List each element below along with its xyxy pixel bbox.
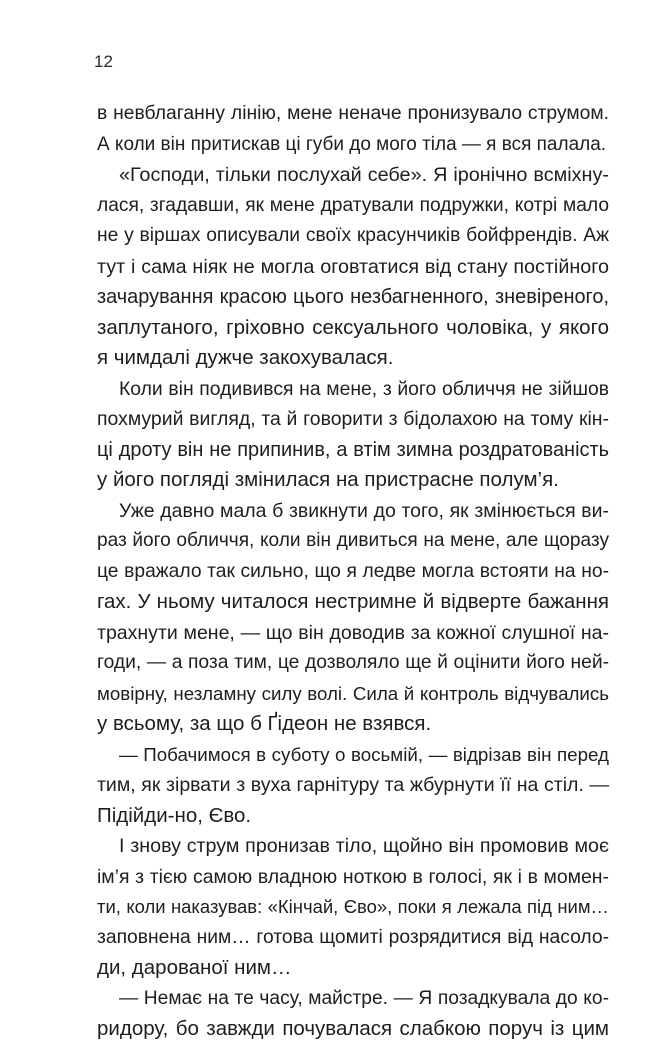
text-line: ім’я з тією самою владною ноткою в голосі, як і в момен- xyxy=(97,865,609,888)
text-line: А коли він притискав ці губи до мого тіла — я вся палала. xyxy=(97,133,607,155)
text-line: заплутаного, гріховно сексуального чоловіка, у якого xyxy=(97,315,609,339)
text-line: не у віршах описували своїх красунчиків бойфрендів. Аж xyxy=(97,225,609,246)
text-line: це вражало так сильно, що я ледве могла встояти на но- xyxy=(97,560,609,582)
text-line: тут і сама ніяк не могла оговтатися від стану постійного xyxy=(97,255,609,278)
text-line: похмурий вигляд, та й говорити з бідолахою на тому кін- xyxy=(97,408,609,430)
text-line: ди, дарованої ним… xyxy=(97,956,292,979)
text-line: зачарування красою цього незбагненного, зневіреного, xyxy=(97,286,609,308)
text-line: я чимдалі дужче закохувалася. xyxy=(97,346,394,369)
book-text xyxy=(97,99,609,1045)
text-line: у його погляді змінилася на пристрасне полум’я. xyxy=(97,468,559,491)
text-line: в невблаганну лінію, мене неначе пронизувало струмом. xyxy=(97,103,609,124)
text-line: раз його обличчя, коли він дивиться на мене, але щоразу xyxy=(97,530,609,551)
text-line: ти, коли наказував: «Кінчай, Єво», поки я лежала під ним… xyxy=(97,896,609,917)
text-line: трахнути мене, — що він доводив за кожної слушної на- xyxy=(97,621,609,644)
text-line: Коли він подивився на мене, з його обличчя не зійшов xyxy=(119,377,609,400)
text-line: ридору, бо завжди почувалася слабкою поруч із цим xyxy=(97,1017,609,1040)
text-line: тим, як зірвати з вуха гарнітуру та жбурнути її на стіл. — xyxy=(97,774,609,796)
text-line: у всьому, за що б Ґідеон не взявся. xyxy=(97,712,432,735)
text-line: гах. У ньому читалося нестримне й відверте бажання xyxy=(97,590,609,613)
text-line: годи, — а поза тим, це дозволяло ще й оцінити його ней- xyxy=(97,652,609,673)
text-line: Підійди-но, Єво. xyxy=(97,803,252,827)
text-line: Уже давно мала б звикнути до того, як змінюється ви- xyxy=(119,499,609,522)
text-line: І знову струм пронизав тіло, щойно він промовив моє xyxy=(119,835,609,857)
text-line: заповнена ним… готова щомиті розрядитися від насоло- xyxy=(97,926,609,948)
page-number: 12 xyxy=(94,52,113,71)
text-line: мовірну, незламну силу волі. Сила й контроль відчувались xyxy=(97,682,609,704)
text-line: ці дроту він не припинив, а втім зимна роздратованість xyxy=(97,438,609,461)
text-line: «Господи, тільки послухай себе». Я іронічно всміхну- xyxy=(119,164,609,186)
text-line: — Немає на те часу, майстре. — Я позадкувала до ко- xyxy=(119,987,609,1009)
text-line: лася, згадавши, як мене дратували подружки, котрі мало xyxy=(97,194,609,216)
text-line: — Побачимося в суботу о восьмій, — відрізав він перед xyxy=(119,743,609,765)
